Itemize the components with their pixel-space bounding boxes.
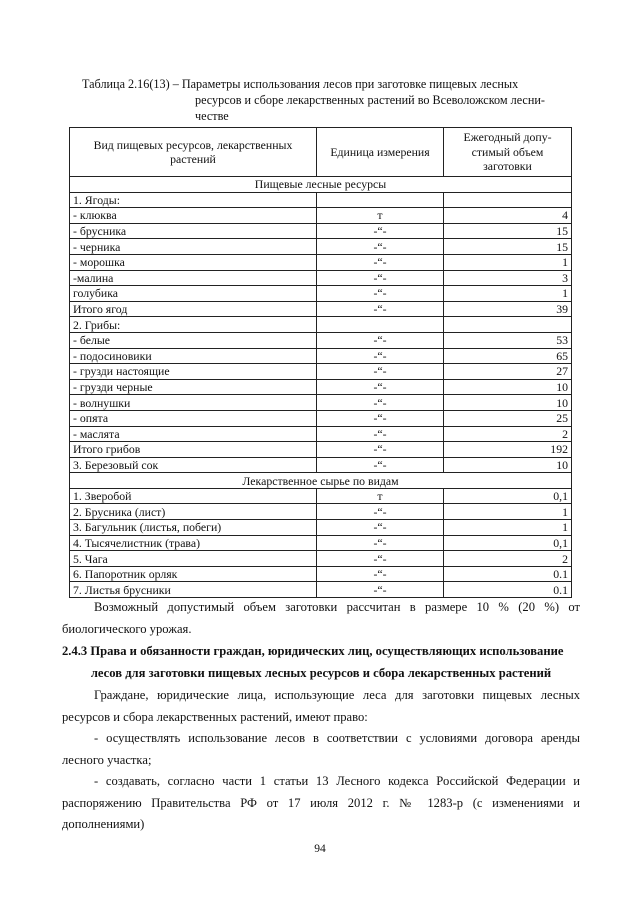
table-row	[70, 286, 572, 302]
resources-table	[69, 127, 572, 598]
table-row	[70, 364, 572, 380]
cell-unit: -“-	[317, 364, 444, 380]
section-title-food: Пищевые лесные ресурсы	[70, 177, 572, 193]
cell-name: голубика	[70, 286, 317, 302]
table-row	[70, 254, 572, 270]
table-row	[70, 223, 572, 239]
cell-value: 0.1	[444, 582, 572, 598]
cell-name: - волнушки	[70, 395, 317, 411]
cell-value: 39	[444, 301, 572, 317]
cell-name: 4. Тысячелистник (трава)	[70, 535, 317, 551]
table-row	[70, 504, 572, 520]
cell-unit: -“-	[317, 582, 444, 598]
table-caption	[82, 76, 582, 124]
cell-unit: -“-	[317, 348, 444, 364]
cell-unit: -“-	[317, 379, 444, 395]
cell-value: 15	[444, 223, 572, 239]
table-body	[70, 177, 572, 598]
table-row	[70, 239, 572, 255]
cell-unit: -“-	[317, 520, 444, 536]
cell-unit	[317, 317, 444, 333]
cell-unit: -“-	[317, 301, 444, 317]
table-row	[70, 332, 572, 348]
section-title-medicinal: Лекарственное сырье по видам	[70, 473, 572, 489]
table-row	[70, 348, 572, 364]
cell-name: - клюква	[70, 208, 317, 224]
heading-line-2: лесов для заготовки пищевых лесных ресурсов и сбора лекарственных растений	[90, 665, 552, 680]
caption-line-2: ресурсов и сборе лекарственных растений во Всеволожском лесни-	[195, 93, 545, 107]
table-row	[70, 442, 572, 458]
cell-name: - грузди настоящие	[70, 364, 317, 380]
paragraph-2-text: - осуществлять использование лесов в соответствии с условиями договора аренды лесного участка;	[62, 731, 580, 767]
table-row	[70, 488, 572, 504]
table-row	[70, 192, 572, 208]
cell-unit: т	[317, 208, 444, 224]
section-heading	[62, 641, 580, 684]
cell-unit: -“-	[317, 239, 444, 255]
cell-name: 2. Грибы:	[70, 317, 317, 333]
cell-unit: -“-	[317, 332, 444, 348]
cell-unit: -“-	[317, 535, 444, 551]
paragraph-1	[62, 685, 580, 728]
cell-value: 192	[444, 442, 572, 458]
cell-name: - черника	[70, 239, 317, 255]
section-row-food	[70, 177, 572, 193]
cell-unit: -“-	[317, 457, 444, 473]
cell-value: 10	[444, 457, 572, 473]
cell-value: 25	[444, 410, 572, 426]
cell-value: 10	[444, 379, 572, 395]
caption-line-1: Таблица 2.16(13) – Параметры использования лесов при заготовке пищевых лесных	[82, 77, 519, 91]
cell-name: 5. Чага	[70, 551, 317, 567]
cell-unit: -“-	[317, 426, 444, 442]
cell-value	[444, 317, 572, 333]
cell-unit: -“-	[317, 410, 444, 426]
cell-name: - подосиновики	[70, 348, 317, 364]
paragraph-3-text: - создавать, согласно части 1 статьи 13 Лесного кодекса Российской Федерации и распоряжению Правительства РФ от 17 июля 2012 г. № 1283-р (с изменениями и дополнениями)	[62, 774, 580, 831]
paragraph-1-text: Граждане, юридические лица, использующие леса для заготовки пищевых лесных ресурсов и сбора лекарственных растений, имеют право:	[62, 688, 580, 724]
cell-value: 10	[444, 395, 572, 411]
cell-name: 3. Багульник (листья, побеги)	[70, 520, 317, 536]
caption-line-3: честве	[195, 109, 229, 123]
table-row	[70, 535, 572, 551]
cell-value: 1	[444, 254, 572, 270]
cell-name: -малина	[70, 270, 317, 286]
cell-unit: -“-	[317, 286, 444, 302]
header-unit: Единица измерения	[317, 128, 444, 177]
cell-unit: -“-	[317, 254, 444, 270]
cell-value	[444, 192, 572, 208]
cell-unit: -“-	[317, 223, 444, 239]
section-row-medicinal	[70, 473, 572, 489]
table-row	[70, 301, 572, 317]
cell-value: 3	[444, 270, 572, 286]
cell-unit: т	[317, 488, 444, 504]
cell-name: - грузди черные	[70, 379, 317, 395]
paragraph-3	[62, 771, 580, 836]
cell-unit: -“-	[317, 270, 444, 286]
cell-unit	[317, 192, 444, 208]
cell-name: 6. Папоротник орляк	[70, 566, 317, 582]
cell-name: - маслята	[70, 426, 317, 442]
cell-value: 0.1	[444, 566, 572, 582]
table-row	[70, 379, 572, 395]
table-row	[70, 566, 572, 582]
cell-value: 53	[444, 332, 572, 348]
cell-name: 2. Брусника (лист)	[70, 504, 317, 520]
note-paragraph	[62, 597, 580, 640]
cell-value: 1	[444, 286, 572, 302]
cell-name: 7. Листья брусники	[70, 582, 317, 598]
table-row	[70, 270, 572, 286]
cell-name: 3. Березовый сок	[70, 457, 317, 473]
table-row	[70, 520, 572, 536]
cell-name: - опята	[70, 410, 317, 426]
cell-name: - морошка	[70, 254, 317, 270]
cell-value: 65	[444, 348, 572, 364]
table-row	[70, 410, 572, 426]
cell-value: 1	[444, 520, 572, 536]
cell-unit: -“-	[317, 395, 444, 411]
table-row	[70, 457, 572, 473]
cell-unit: -“-	[317, 566, 444, 582]
heading-line-1: 2.4.3 Права и обязанности граждан, юридических лиц, осуществляющих использование	[62, 644, 564, 658]
cell-value: 2	[444, 551, 572, 567]
table-row	[70, 208, 572, 224]
page-number: 94	[314, 843, 326, 855]
cell-unit: -“-	[317, 504, 444, 520]
cell-unit: -“-	[317, 551, 444, 567]
header-resource-type: Вид пищевых ресурсов, лекарственных растений	[70, 128, 317, 177]
cell-value: 0,1	[444, 535, 572, 551]
table-row	[70, 426, 572, 442]
table-header-row	[70, 128, 572, 177]
cell-value: 15	[444, 239, 572, 255]
cell-value: 2	[444, 426, 572, 442]
cell-value: 1	[444, 504, 572, 520]
cell-value: 27	[444, 364, 572, 380]
table-row	[70, 395, 572, 411]
paragraph-2	[62, 728, 580, 771]
table-row	[70, 317, 572, 333]
cell-name: Итого ягод	[70, 301, 317, 317]
header-annual-volume: Ежегодный допу-стимый объем заготовки	[444, 128, 572, 177]
table-row	[70, 551, 572, 567]
cell-name: 1. Зверобой	[70, 488, 317, 504]
table-row	[70, 582, 572, 598]
cell-name: 1. Ягоды:	[70, 192, 317, 208]
cell-name: Итого грибов	[70, 442, 317, 458]
cell-value: 0,1	[444, 488, 572, 504]
cell-value: 4	[444, 208, 572, 224]
cell-name: - брусника	[70, 223, 317, 239]
cell-name: - белые	[70, 332, 317, 348]
note-text: Возможный допустимый объем заготовки рассчитан в размере 10 % (20 %) от биологического урожая.	[62, 600, 580, 636]
cell-unit: -“-	[317, 442, 444, 458]
